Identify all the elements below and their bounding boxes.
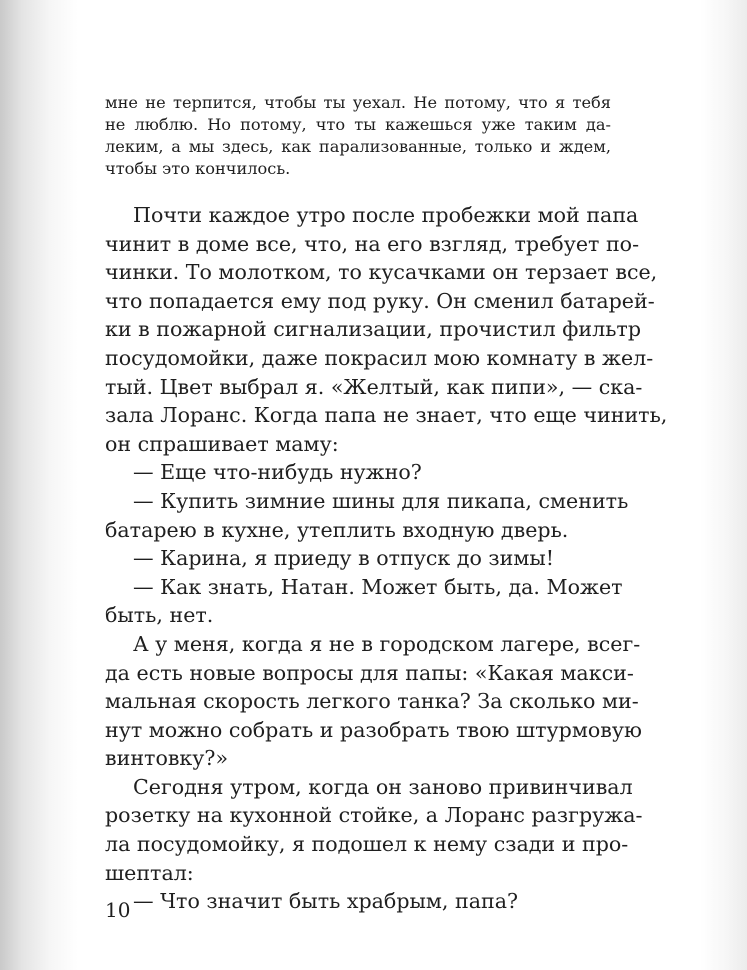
main-line: Сегодня утром, когда он заново привинчивал — [133, 774, 633, 799]
main-line: быть, нет. — [105, 603, 214, 628]
main-line: мальная скорость легкого танка? За сколько ми- — [105, 689, 639, 714]
intro-line: не люблю. Но потому, что ты кажешься уже таким да- — [105, 115, 611, 134]
main-line: тый. Цвет выбрал я. «Желтый, как пипи», — ска- — [105, 374, 643, 399]
main-line: шептал: — [105, 860, 194, 885]
intro-line: мне не терпится, чтобы ты уехал. Не потому, что я тебя — [105, 93, 611, 112]
main-line: батарею в кухне, утеплить входную дверь. — [105, 517, 569, 542]
intro-line: чтобы это кончилось. — [105, 159, 291, 178]
main-line: нут можно собрать и разобрать твою штурмовую — [105, 717, 642, 742]
intro-paragraph — [105, 92, 611, 180]
main-line: Почти каждое утро после пробежки мой папа — [133, 203, 639, 227]
main-line: чинит в доме все, что, на его взгляд, требует по- — [105, 231, 640, 256]
main-line: чинки. То молотком, то кусачками он терзает все, — [105, 260, 658, 285]
main-line: — Еще что-нибудь нужно? — [133, 460, 422, 485]
main-line: винтовку?» — [105, 746, 229, 771]
page-number: 10 — [105, 898, 131, 922]
intro-line: леким, а мы здесь, как парализованные, только и ждем, — [105, 137, 611, 156]
main-line: розетку на кухонной стойке, а Лоранс разгружа- — [105, 803, 643, 828]
main-line: ла посудомойку, я подошел к нему сзади и про- — [105, 832, 629, 857]
main-line: что попадается ему под руку. Он сменил батарей- — [105, 288, 655, 313]
main-line: посудомойки, даже покрасил мою комнату в жел- — [105, 345, 654, 370]
main-line: — Купить зимние шины для пикапа, сменить — [133, 488, 629, 513]
main-line: А у меня, когда я не в городском лагере, всег- — [133, 631, 641, 656]
main-line: — Карина, я приеду в отпуск до зимы! — [133, 546, 555, 571]
main-line: ки в пожарной сигнализации, прочистил фильтр — [105, 317, 642, 342]
main-line: да есть новые вопросы для папы: «Какая макси- — [105, 660, 634, 685]
main-text — [105, 201, 668, 916]
main-line: зала Лоранс. Когда папа не знает, что еще чинить, — [105, 403, 668, 428]
main-line: — Что значит быть храбрым, папа? — [133, 889, 519, 914]
main-line: он спрашивает маму: — [105, 431, 339, 456]
main-line: — Как знать, Натан. Может быть, да. Может — [133, 574, 623, 599]
